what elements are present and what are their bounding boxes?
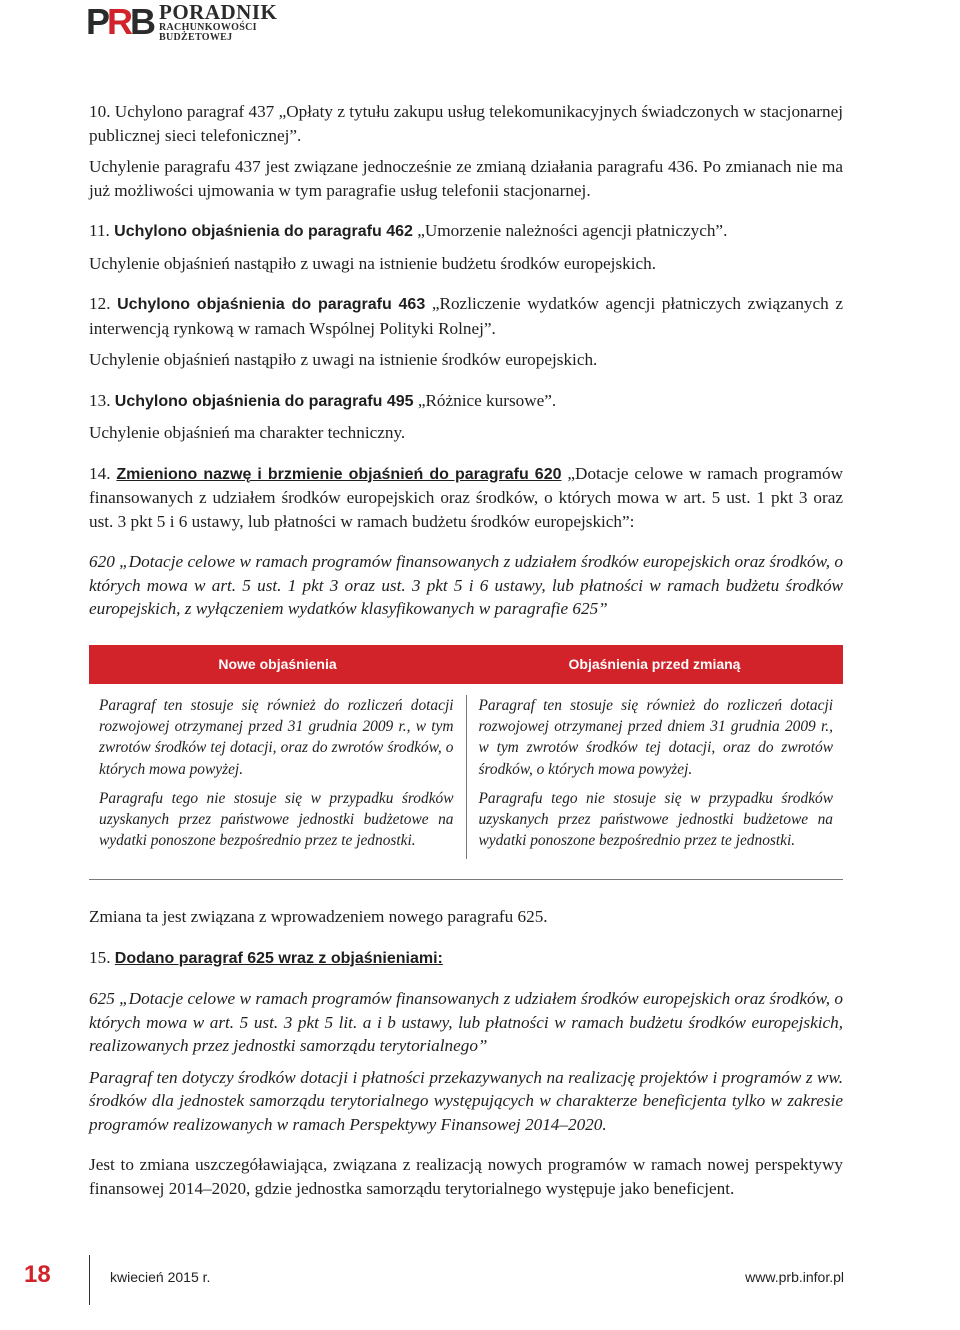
old-explanation-p1: Paragraf ten stosuje się również do rozliczeń dotacji rozwojowej otrzymanej przed dniem 31 grudnia 2009 r., w tym zwrotów środków tej dotacji, oraz do zwrotów środków, o których mowa powyżej. bbox=[478, 697, 833, 778]
item-11: 11. Uchylono objaśnienia do paragrafu 462 „Umorzenie należności agencji płatniczych”. bbox=[89, 221, 728, 240]
publication-logo bbox=[86, 2, 277, 42]
item-11-title: Uchylono objaśnienia do paragrafu 462 bbox=[114, 223, 413, 240]
item-13: 13. Uchylono objaśnienia do paragrafu 495 „Różnice kursowe”. bbox=[89, 390, 557, 410]
item-13-title: Uchylono objaśnienia do paragrafu 495 bbox=[114, 392, 414, 410]
page-number: 18 bbox=[24, 1261, 51, 1288]
logo-line-3: BUDŻETOWEJ bbox=[159, 31, 233, 43]
item-10: 10. Uchylono paragraf 437 „Opłaty z tytułu zakupu usług telekomunikacyjnych świadczonych w stacjonarnej publicznej sieci telefonicznej”. bbox=[89, 102, 843, 145]
item-12-title: Uchylono objaśnienia do paragrafu 463 bbox=[117, 296, 426, 313]
item-13-note: Uchylenie objaśnień ma charakter techniczny. bbox=[89, 423, 406, 442]
footer-divider bbox=[89, 1255, 90, 1305]
logo-line-1: PORADNIK bbox=[159, 0, 278, 24]
item-14-title: Zmieniono nazwę i brzmienie objaśnień do paragrafu 620 bbox=[116, 465, 562, 483]
issue-date: kwiecień 2015 r. bbox=[110, 1269, 211, 1285]
item-14: 14. Zmieniono nazwę i brzmienie objaśnień do paragrafu 620 „Dotacje celowe w ramach programów finansowanych z udziałem środków europejskich oraz środków, o których mowa w art. 5 ust. 1 pkt 3 oraz ust. 3 pkt 5 i 6 ustawy, lub płatności w ramach budżetu środków europejskich”: bbox=[89, 463, 843, 531]
comparison-table bbox=[89, 645, 843, 880]
new-explanation-p1: Paragraf ten stosuje się również do rozliczeń dotacji rozwojowej otrzymanej przed 31 grudnia 2009 r., w tym zwrotów środków tej dotacji, oraz do zwrotów środków, o których mowa powyżej. bbox=[99, 697, 454, 778]
new-explanation-p2: Paragrafu tego nie stosuje się w przypadku środków uzyskanych przez państwowe jednostki budżetowe na wydatki ponoszone bezpośrednio przez te jednostki. bbox=[99, 789, 454, 850]
item-15: 15. Dodano paragraf 625 wraz z objaśnieniami: bbox=[89, 947, 443, 967]
item-15-lead: Zmiana ta jest związana z wprowadzeniem nowego paragrafu 625. bbox=[89, 907, 548, 926]
item-15-quote-2: Paragraf ten dotyczy środków dotacji i płatności przekazywanych na realizację projektów i programów z ww. środków dla jednostek samorządu terytorialnego występujących w charakterze beneficjenta tylko w zakresie programów realizowanych w ramach Perspektywy Finansowej 2014–2020. bbox=[89, 1067, 843, 1134]
item-15-title: Dodano paragraf 625 wraz z objaśnieniami: bbox=[114, 949, 443, 967]
item-12: 12. Uchylono objaśnienia do paragrafu 463 „Rozliczenie wydatków agencji płatniczych związanych z interwencją rynkową w ramach Wspólnej Polityki Rolnej”. bbox=[89, 294, 844, 338]
item-15-quote: 625 „Dotacje celowe w ramach programów finansowanych z udziałem środków europejskich oraz środków, o których mowa w art. 5 ust. 3 pkt 5 lit. a i b ustawy, lub płatności w ramach budżetu środków europejskich, realizowanych przez jednostki samorządu terytorialnego” bbox=[89, 989, 843, 1055]
page-footer bbox=[0, 1255, 960, 1305]
logo-line-2: RACHUNKOWOŚCI bbox=[159, 21, 257, 33]
item-10-note: Uchylenie paragrafu 437 jest związane jednocześnie ze zmianą działania paragrafu 436. Po zmianach nie ma już możliwości ujmowania w tym paragrafie usług telefonii stacjonarnej. bbox=[89, 157, 843, 200]
article-body bbox=[89, 100, 843, 621]
comparison-body bbox=[89, 684, 843, 880]
article-body-continued bbox=[89, 905, 843, 1200]
item-11-note: Uchylenie objaśnień nastąpiło z uwagi na istnienie budżetu środków europejskich. bbox=[89, 253, 657, 273]
logo-mark: PRB bbox=[86, 1, 154, 42]
old-explanations-column bbox=[467, 695, 844, 859]
header-old-explanations: Objaśnienia przed zmianą bbox=[568, 656, 741, 672]
item-12-note: Uchylenie objaśnień nastąpiło z uwagi na istnienie środków europejskich. bbox=[89, 350, 598, 369]
website-link[interactable]: www.prb.infor.pl bbox=[745, 1269, 844, 1285]
item-14-quote: 620 „Dotacje celowe w ramach programów finansowanych z udziałem środków europejskich oraz środków, o których mowa w art. 5 ust. 1 pkt 3 oraz ust. 3 pkt 5 i 6 ustawy, lub płatności w ramach budżetu środków europejskich, z wyłączeniem wydatków klasyfikowanych w paragrafie 625” bbox=[89, 552, 843, 618]
logo-text bbox=[159, 2, 277, 43]
new-explanations-column bbox=[89, 695, 467, 859]
old-explanation-p2: Paragrafu tego nie stosuje się w przypadku środków uzyskanych przez państwowe jednostki budżetowe na wydatki ponoszone bezpośrednio przez te jednostki. bbox=[478, 789, 833, 850]
header-new-explanations: Nowe objaśnienia bbox=[218, 656, 337, 672]
item-15-closing: Jest to zmiana uszczegóławiająca, związana z realizacją nowych programów w ramach nowej perspektywy finansowej 2014–2020, gdzie jednostka samorządu terytorialnego występuje jako beneficjent. bbox=[89, 1155, 843, 1198]
comparison-header bbox=[89, 645, 843, 684]
